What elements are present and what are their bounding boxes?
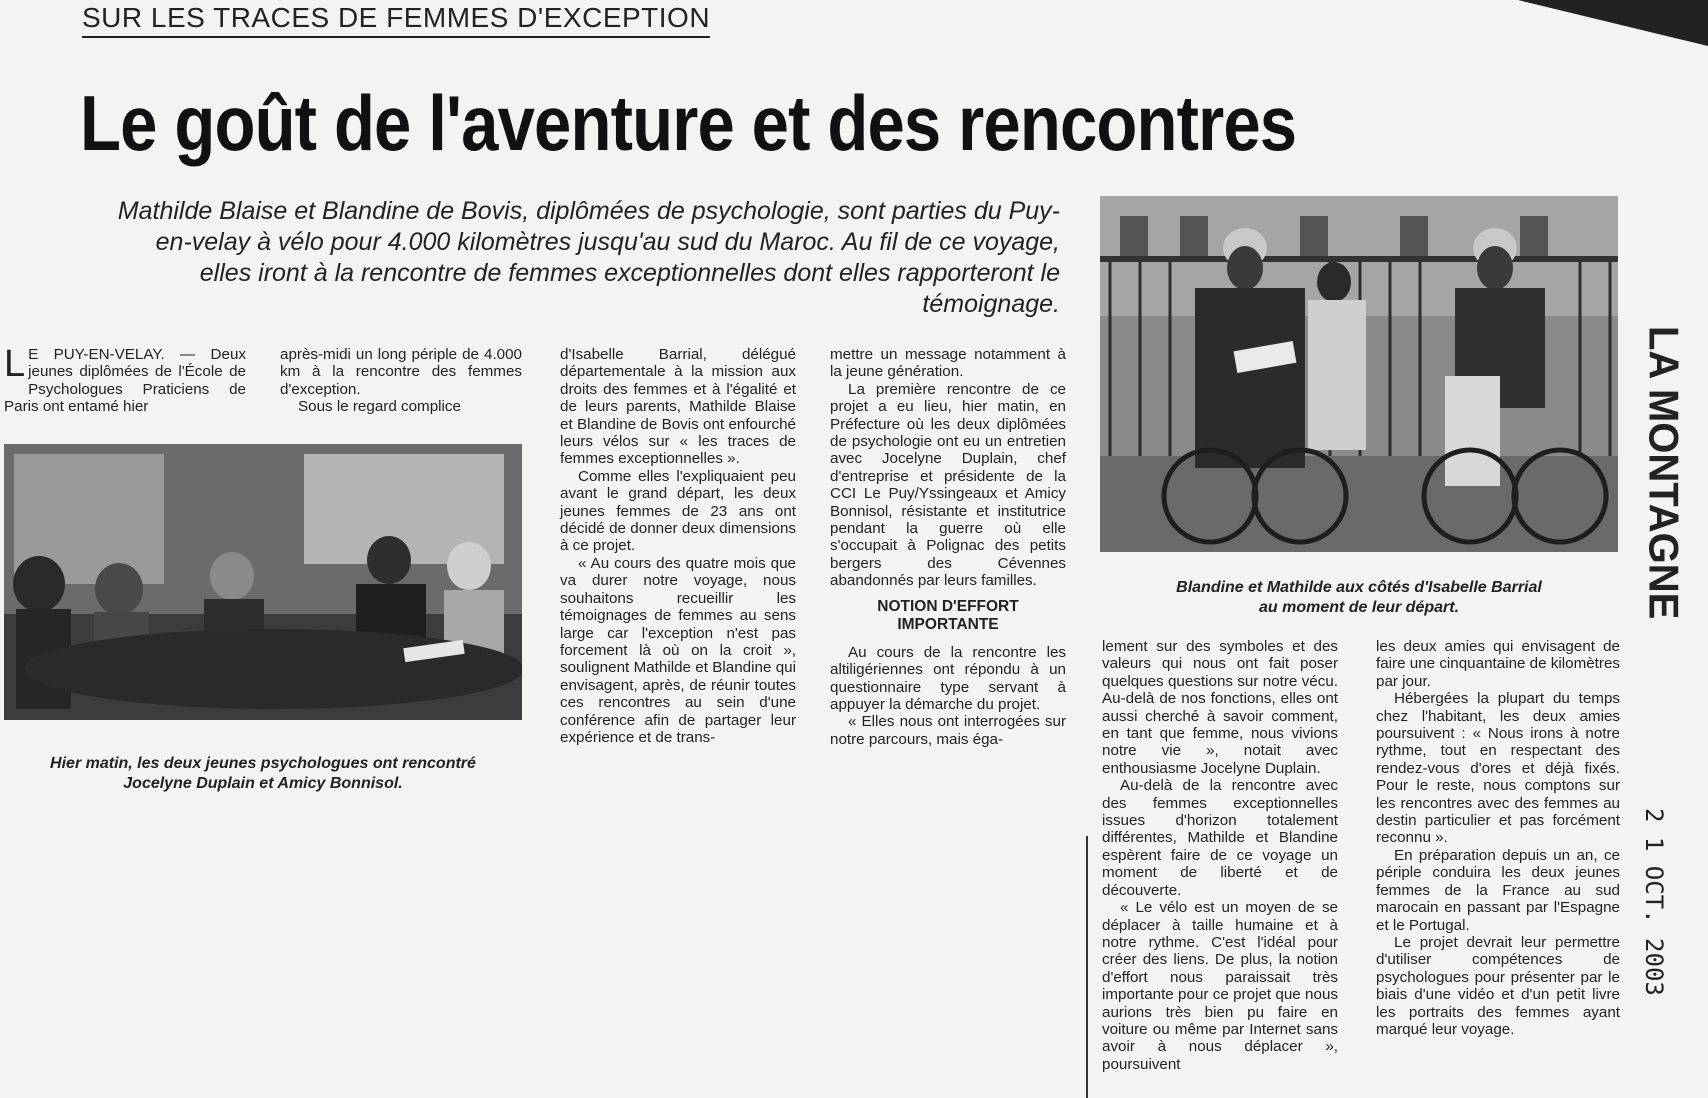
kicker: SUR LES TRACES DE FEMMES D'EXCEPTION bbox=[82, 2, 710, 38]
headline: Le goût de l'aventure et des rencontres bbox=[80, 79, 1297, 167]
caption-left bbox=[4, 754, 522, 794]
column-3 bbox=[560, 346, 796, 746]
caption-left-line2: Jocelyne Duplain et Amicy Bonnisol. bbox=[123, 775, 403, 792]
masthead-text: LA MONTAGNE bbox=[1639, 326, 1687, 620]
col5-p1: lement sur des symboles et des valeurs qui nous ont fait poser quelques questions sur notre vécu. Au-delà de nos fonctions, elles ont aussi cherché à savoir comment, en tant que femme, nous vivions notre vie », notait avec enthousiasme Jocelyne Duplain. bbox=[1102, 638, 1338, 777]
col3-p2: Comme elles l'expliquaient peu avant le grand départ, les deux jeunes femmes de 23 ans ont décidé de donner deux dimensions à ce projet. bbox=[560, 467, 796, 555]
caption-right-line1: Blandine et Mathilde aux côtés d'Isabelle Barrial bbox=[1176, 579, 1542, 596]
column-6 bbox=[1376, 638, 1620, 1038]
date-stamp bbox=[1640, 808, 1680, 996]
column-1 bbox=[4, 343, 246, 416]
col4-p1: mettre un message notamment à la jeune génération. bbox=[830, 346, 1066, 381]
col4-p2: La première rencontre de ce projet a eu lieu, hier matin, en Préfecture où les deux diplômées de psychologie ont eu un entretien avec Jocelyne Duplain, chef d'entreprise et présidente de la CCI Le Puy/Yssingeaux et Amicy Bonnisol, résistante et institutrice pendant la guerre où elle s'occupait à Polignac des petits bergers des Cévennes abandonnés par leurs familles. bbox=[830, 380, 1066, 590]
caption-left-line1: Hier matin, les deux jeunes psychologues ont rencontré bbox=[50, 755, 476, 772]
photo-right bbox=[1100, 196, 1618, 552]
col6-p4: Le projet devrait leur permettre d'utiliser compétences de psychologues pour présenter par le biais d'une vidéo et d'un petit livre les portraits des femmes ayant marqué leur voyage. bbox=[1376, 933, 1620, 1038]
column-2 bbox=[280, 346, 522, 416]
scan-corner bbox=[1518, 0, 1708, 46]
masthead bbox=[1639, 326, 1687, 620]
column-5 bbox=[1102, 638, 1338, 1073]
caption-right bbox=[1100, 578, 1618, 618]
photo-right-image bbox=[1100, 196, 1618, 552]
col6-p2: Hébergées la plupart du temps chez l'habitant, les deux amies poursuivent : « Nous irons à notre rythme, tout en respectant des rendez-vous d'ores et déjà fixés. Pour le reste, nous comptons sur les rencontres avec des femmes au destin particulier et pas forcément reconnu ». bbox=[1376, 690, 1620, 847]
col6-p3: En préparation depuis un an, ce périple conduira les deux jeunes femmes de la France au sud marocain en passant par l'Espagne et le Portugal. bbox=[1376, 846, 1620, 934]
column-rule bbox=[1086, 836, 1088, 1098]
col4-p4: « Elles nous ont interrogées sur notre parcours, mais éga- bbox=[830, 713, 1066, 748]
col5-p3: « Le vélo est un moyen de se déplacer à taille humaine et à notre rythme. C'est l'idéal pour créer des liens. De plus, la notion d'effort nous paraissait très importante pour ce projet que nous aurions très bien pu faire en voiture ou même par Internet sans avoir à nous déplacer », poursuivent bbox=[1102, 899, 1338, 1073]
photo-left-image bbox=[4, 444, 522, 720]
date-stamp-text: 2 1 OCT. 2003 bbox=[1640, 808, 1668, 996]
col3-p3: « Au cours des quatre mois que va durer notre voyage, nous souhaitons recueillir les témoignages de femmes au sens large car l'exception n'est pas forcement là où on la croit », soulignent Mathilde et Blandine qui envisagent, après, de réunir toutes ces rencontres au sein d'une conférence afin de partager leur expérience et de trans- bbox=[560, 554, 796, 746]
dropcap: L bbox=[4, 343, 26, 385]
standfirst: Mathilde Blaise et Blandine de Bovis, diplômées de psychologie, sont parties du Puy-en-velay à vélo pour 4.000 kilomètres jusqu'au sud du Maroc. Au fil de ce voyage, elles iront à la rencontre de femmes exceptionnelles dont elles rapporteront le témoignage. bbox=[117, 197, 1060, 318]
col5-p2: Au-delà de la rencontre avec des femmes exceptionnelles issues d'horizon totalement différentes, Mathilde et Blandine espèrent faire de ce voyage un moment de liberté et de découverte. bbox=[1102, 777, 1338, 899]
col2-p2: Sous le regard complice bbox=[298, 398, 461, 416]
photo-left bbox=[4, 444, 522, 720]
col6-p1: les deux amies qui envisagent de faire une cinquantaine de kilomètres par jour. bbox=[1376, 638, 1620, 690]
col1-p1: E PUY-EN-VELAY. — Deux jeunes diplômées de l'École de Psychologues Praticiens de Paris ont entamé hier bbox=[4, 346, 246, 416]
column-4 bbox=[830, 346, 1066, 748]
col4-p3: Au cours de la rencontre les altiligériennes ont répondu à un questionnaire type servant à appuyer la démarche du projet. bbox=[830, 643, 1066, 713]
col2-p1: après-midi un long périple de 4.000 km à la rencontre des femmes d'exception. bbox=[280, 346, 522, 398]
subhead: NOTION D'EFFORT IMPORTANTE bbox=[877, 597, 1019, 633]
caption-right-line2: au moment de leur départ. bbox=[1258, 599, 1460, 616]
col3-p1: d'Isabelle Barrial, délégué départementale à la mission aux droits des femmes et à l'égalité et de leurs parents, Mathilde Blaise et Blandine de Bovis ont enfourché leurs vélos sur « les traces de femmes exceptionnelles ». bbox=[560, 346, 796, 468]
